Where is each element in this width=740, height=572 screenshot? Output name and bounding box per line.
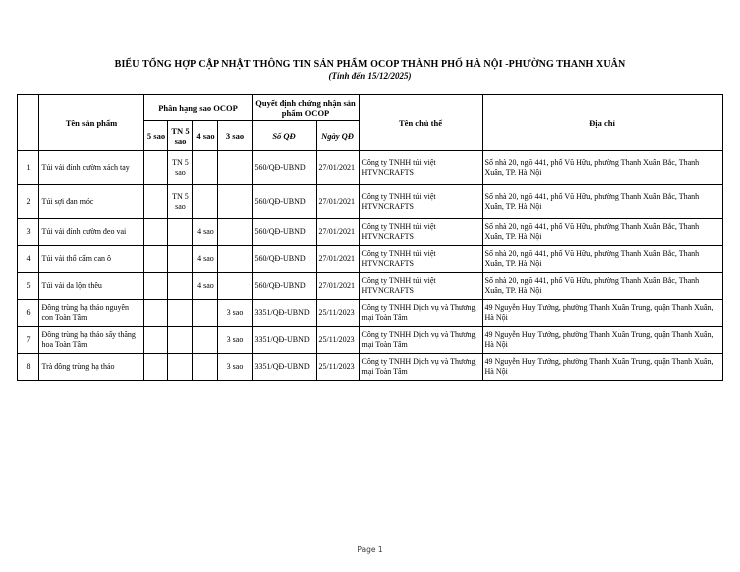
row-index: 6 <box>18 300 39 327</box>
cell-so-qd: 560/QĐ-UBND <box>252 185 316 219</box>
cell-ngay-qd: 27/01/2021 <box>316 151 359 185</box>
cell-tn5sao <box>168 300 193 327</box>
cell-3sao <box>218 151 252 185</box>
cell-tn5sao <box>168 219 193 246</box>
row-index: 8 <box>18 354 39 381</box>
cell-5sao <box>144 185 168 219</box>
cell-tn5sao <box>168 273 193 300</box>
col-header-owner: Tên chủ thể <box>359 95 482 151</box>
cell-tn5sao: TN 5 sao <box>168 185 193 219</box>
cell-product: Đông trùng hạ thảo sấy thăng hoa Toàn Tâm <box>39 327 144 354</box>
table-row <box>18 185 722 219</box>
cell-3sao <box>218 246 252 273</box>
cell-owner: Công ty TNHH Dịch vụ và Thương mại Toàn Tâm <box>359 300 482 327</box>
page-title: BIỂU TỔNG HỢP CẬP NHẬT THÔNG TIN SẢN PHẨM OCOP THÀNH PHỐ HÀ NỘI -PHƯỜNG THANH XUÂN <box>114 59 626 70</box>
table-row <box>18 327 722 354</box>
col-header-index <box>18 95 39 151</box>
cell-4sao <box>193 327 218 354</box>
cell-so-qd: 3351/QĐ-UBND <box>252 300 316 327</box>
cell-tn5sao <box>168 354 193 381</box>
cell-so-qd: 560/QĐ-UBND <box>252 151 316 185</box>
col-header-ngay-qd: Ngày QĐ <box>316 121 359 151</box>
cell-so-qd: 560/QĐ-UBND <box>252 246 316 273</box>
table-row <box>18 151 722 185</box>
cell-ngay-qd: 25/11/2023 <box>316 327 359 354</box>
cell-3sao: 3 sao <box>218 354 252 381</box>
col-header-rating-group: Phân hạng sao OCOP <box>144 95 252 121</box>
cell-5sao <box>144 354 168 381</box>
cell-so-qd: 560/QĐ-UBND <box>252 273 316 300</box>
cell-ngay-qd: 27/01/2021 <box>316 185 359 219</box>
cell-tn5sao: TN 5 sao <box>168 151 193 185</box>
page-subtitle: (Tính đến 15/12/2025) <box>328 71 412 81</box>
cell-5sao <box>144 273 168 300</box>
row-index: 1 <box>18 151 39 185</box>
ocop-products-table <box>17 94 722 381</box>
cell-owner: Công ty TNHH túi việt HTVNCRAFTS <box>359 273 482 300</box>
cell-3sao <box>218 273 252 300</box>
cell-so-qd: 560/QĐ-UBND <box>252 219 316 246</box>
cell-ngay-qd: 27/01/2021 <box>316 246 359 273</box>
cell-5sao <box>144 219 168 246</box>
cell-owner: Công ty TNHH Dịch vụ và Thương mại Toàn Tâm <box>359 327 482 354</box>
cell-ngay-qd: 27/01/2021 <box>316 273 359 300</box>
col-header-tn5sao: TN 5 sao <box>168 121 193 151</box>
cell-4sao: 4 sao <box>193 219 218 246</box>
cell-4sao <box>193 185 218 219</box>
cell-so-qd: 3351/QĐ-UBND <box>252 354 316 381</box>
cell-3sao <box>218 219 252 246</box>
cell-4sao <box>193 151 218 185</box>
cell-4sao <box>193 354 218 381</box>
cell-4sao: 4 sao <box>193 273 218 300</box>
cell-product: Túi vải thổ cẩm can ô <box>39 246 144 273</box>
table-row <box>18 219 722 246</box>
cell-3sao <box>218 185 252 219</box>
cell-address: 49 Nguyễn Huy Tưởng, phường Thanh Xuân Trung, quận Thanh Xuân, Hà Nội <box>482 327 722 354</box>
row-index: 7 <box>18 327 39 354</box>
cell-address: 49 Nguyễn Huy Tưởng, phường Thanh Xuân Trung, quận Thanh Xuân, Hà Nội <box>482 354 722 381</box>
cell-owner: Công ty TNHH túi việt HTVNCRAFTS <box>359 246 482 273</box>
table-row <box>18 246 722 273</box>
col-header-product: Tên sản phẩm <box>39 95 144 151</box>
table-row <box>18 354 722 381</box>
cell-owner: Công ty TNHH túi việt HTVNCRAFTS <box>359 151 482 185</box>
cell-product: Túi sợi đan móc <box>39 185 144 219</box>
cell-owner: Công ty TNHH Dịch vụ và Thương mại Toàn Tâm <box>359 354 482 381</box>
col-header-decision-group: Quyết định chứng nhận sản phẩm OCOP <box>252 95 359 121</box>
col-header-4sao: 4 sao <box>193 121 218 151</box>
cell-ngay-qd: 25/11/2023 <box>316 354 359 381</box>
header-row-groups <box>18 95 722 121</box>
cell-address: Số nhà 20, ngõ 441, phố Vũ Hữu, phường Thanh Xuân Bắc, Thanh Xuân, TP. Hà Nội <box>482 219 722 246</box>
cell-product: Đông trùng hạ thảo nguyên con Toàn Tâm <box>39 300 144 327</box>
cell-owner: Công ty TNHH túi việt HTVNCRAFTS <box>359 219 482 246</box>
cell-address: Số nhà 20, ngõ 441, phố Vũ Hữu, phường Thanh Xuân Bắc, Thanh Xuân, TP. Hà Nội <box>482 273 722 300</box>
row-index: 5 <box>18 273 39 300</box>
cell-address: Số nhà 20, ngõ 441, phố Vũ Hữu, phường Thanh Xuân Bắc, Thanh Xuân, TP. Hà Nội <box>482 151 722 185</box>
cell-address: 49 Nguyễn Huy Tưởng, phường Thanh Xuân Trung, quận Thanh Xuân, Hà Nội <box>482 300 722 327</box>
cell-owner: Công ty TNHH túi việt HTVNCRAFTS <box>359 185 482 219</box>
row-index: 3 <box>18 219 39 246</box>
col-header-so-qd: Số QĐ <box>252 121 316 151</box>
table-row <box>18 300 722 327</box>
cell-5sao <box>144 151 168 185</box>
table-row <box>18 273 722 300</box>
col-header-address: Địa chỉ <box>482 95 722 151</box>
col-header-5sao: 5 sao <box>144 121 168 151</box>
page-number: Page 1 <box>357 545 383 554</box>
cell-4sao: 4 sao <box>193 246 218 273</box>
cell-product: Trà đông trùng hạ thảo <box>39 354 144 381</box>
row-index: 2 <box>18 185 39 219</box>
cell-product: Túi vải đính cườm đeo vai <box>39 219 144 246</box>
row-index: 4 <box>18 246 39 273</box>
cell-product: Túi vải đính cườm xách tay <box>39 151 144 185</box>
cell-5sao <box>144 327 168 354</box>
cell-5sao <box>144 246 168 273</box>
cell-tn5sao <box>168 327 193 354</box>
cell-3sao: 3 sao <box>218 300 252 327</box>
cell-tn5sao <box>168 246 193 273</box>
cell-so-qd: 3351/QĐ-UBND <box>252 327 316 354</box>
cell-address: Số nhà 20, ngõ 441, phố Vũ Hữu, phường Thanh Xuân Bắc, Thanh Xuân, TP. Hà Nội <box>482 185 722 219</box>
cell-3sao: 3 sao <box>218 327 252 354</box>
cell-4sao <box>193 300 218 327</box>
cell-ngay-qd: 27/01/2021 <box>316 219 359 246</box>
cell-ngay-qd: 25/11/2023 <box>316 300 359 327</box>
cell-product: Túi vải da lộn thêu <box>39 273 144 300</box>
col-header-3sao: 3 sao <box>218 121 252 151</box>
cell-5sao <box>144 300 168 327</box>
cell-address: Số nhà 20, ngõ 441, phố Vũ Hữu, phường Thanh Xuân Bắc, Thanh Xuân, TP. Hà Nội <box>482 246 722 273</box>
